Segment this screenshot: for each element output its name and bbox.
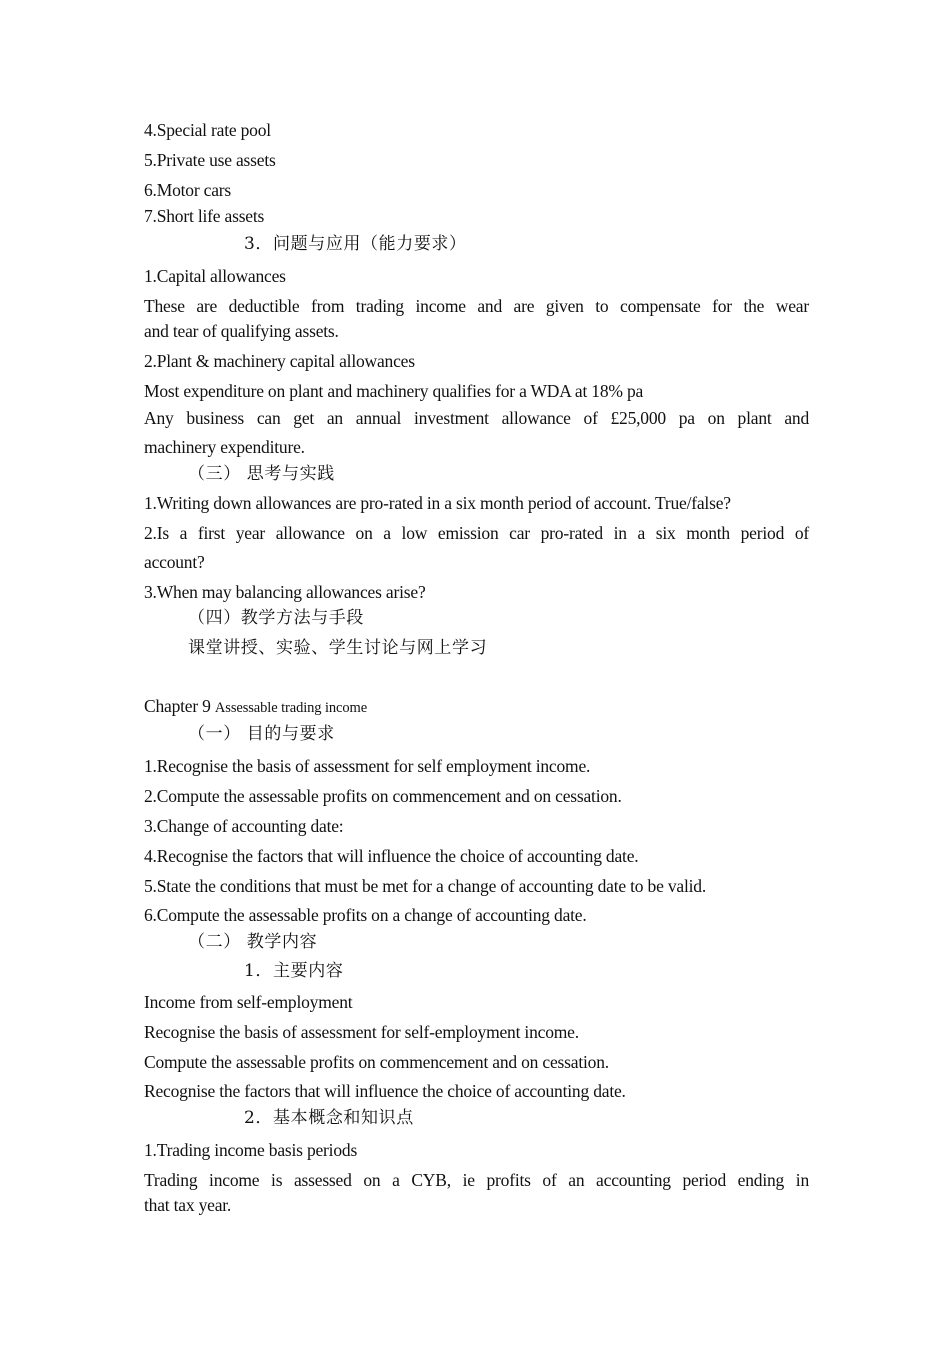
paragraph-line: Income from self-employment [144, 992, 353, 1012]
paragraph-line: machinery expenditure. [144, 437, 305, 457]
list-item-private-use-assets: 5.Private use assets [144, 150, 276, 170]
list-item: 6.Compute the assessable profits on a change of accounting date. [144, 905, 587, 925]
paragraph-line: that tax year. [144, 1195, 232, 1215]
question-line: 3.When may balancing allowances arise? [144, 582, 426, 602]
paragraph-line: Compute the assessable profits on commencement and on cessation. [144, 1052, 609, 1072]
section-heading-content: （二） 教学内容 [188, 932, 318, 952]
question-line: 1.Writing down allowances are pro-rated in a six month period of account. True/false? [144, 493, 731, 513]
section-heading-objectives: （一） 目的与要求 [188, 724, 335, 744]
chapter-title [144, 695, 367, 719]
section-heading-application: 3．问题与应用（能力要求） [244, 234, 467, 254]
list-item: 5.State the conditions that must be met for a change of accounting date to be valid. [144, 876, 706, 896]
section-heading-practice: （三） 思考与实践 [188, 464, 335, 484]
list-item: 1.Recognise the basis of assessment for self employment income. [144, 756, 591, 776]
list-item-motor-cars: 6.Motor cars [144, 180, 232, 200]
question-line: 2.Is a first year allowance on a low emission car pro-rated in a six month period of [144, 523, 809, 543]
paragraph-line: Recognise the factors that will influence the choice of accounting date. [144, 1081, 626, 1101]
subheading-key-concepts: 2．基本概念和知识点 [244, 1108, 414, 1128]
section-heading-methods: （四）教学方法与手段 [188, 608, 364, 628]
paragraph-line: Most expenditure on plant and machinery qualifies for a WDA at 18% pa [144, 381, 644, 401]
paragraph-line: Recognise the basis of assessment for self-employment income. [144, 1022, 579, 1042]
paragraph-line: 1.Capital allowances [144, 266, 286, 286]
paragraph-line: Trading income is assessed on a CYB, ie profits of an accounting period ending in [144, 1170, 809, 1190]
list-item-special-rate-pool: 4.Special rate pool [144, 120, 271, 140]
chapter-name: Assessable trading income [214, 700, 368, 716]
paragraph-line: 1.Trading income basis periods [144, 1140, 358, 1160]
list-item: 3.Change of accounting date: [144, 816, 344, 836]
chapter-number: Chapter 9 [144, 696, 211, 716]
paragraph-line: 课堂讲授、实验、学生讨论与网上学习 [188, 638, 488, 658]
paragraph-line: 2.Plant & machinery capital allowances [144, 351, 415, 371]
list-item: 4.Recognise the factors that will influence the choice of accounting date. [144, 846, 639, 866]
paragraph-line: These are deductible from trading income and are given to compensate for the wear [144, 296, 809, 316]
paragraph-line: and tear of qualifying assets. [144, 321, 339, 341]
subheading-main-content: 1．主要内容 [244, 961, 344, 981]
paragraph-line: Any business can get an annual investment allowance of £25,000 pa on plant and [144, 408, 809, 428]
list-item: 2.Compute the assessable profits on commencement and on cessation. [144, 786, 622, 806]
question-line: account? [144, 552, 205, 572]
list-item-short-life-assets: 7.Short life assets [144, 206, 265, 226]
